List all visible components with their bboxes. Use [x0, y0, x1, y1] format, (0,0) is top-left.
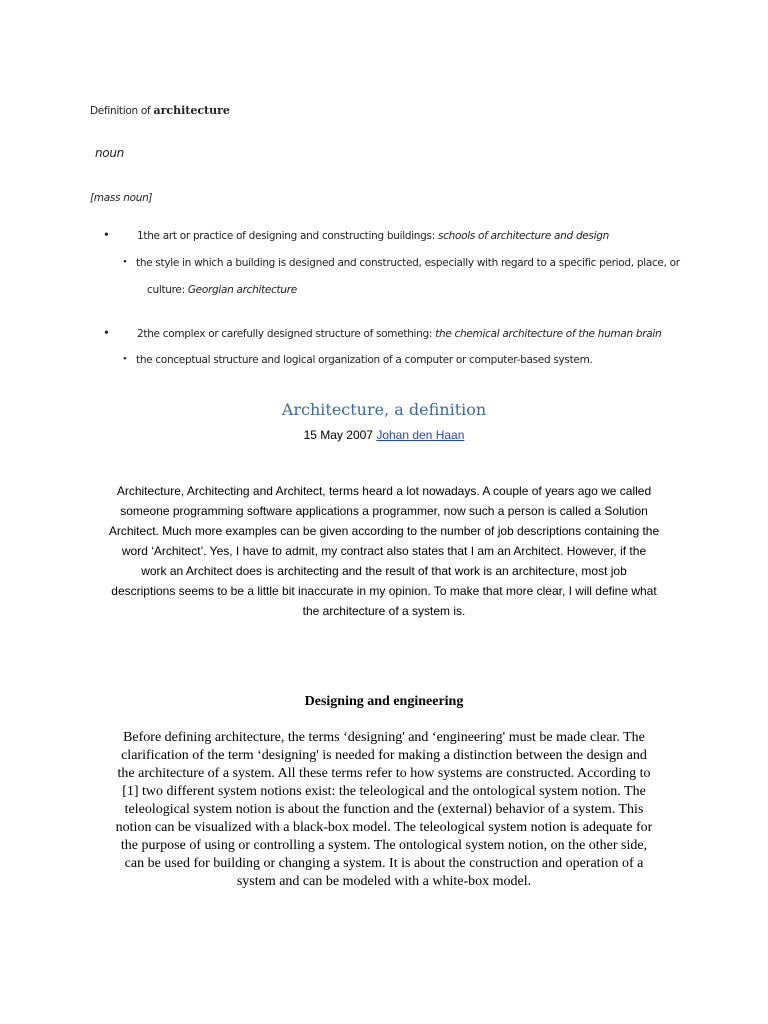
sense-2-sub: the conceptual structure and logical organization of a computer or computer-based system.: [136, 354, 593, 366]
section-paragraph: [86, 729, 682, 891]
paragraph-line: word ‘Architect’. Yes, I have to admit, my contract also states that I am an Architect. However, if the: [121, 544, 647, 558]
definition-title: [90, 104, 230, 117]
author-link[interactable]: Johan den Haan: [376, 428, 465, 442]
paragraph-line: teleological system notion is about the function and the (external) behavior of a system. This: [124, 802, 644, 817]
paragraph-line: system and can be modeled with a white-box model.: [236, 874, 532, 889]
bullet-sense-2: •: [104, 326, 109, 341]
definition-headword: architecture: [153, 104, 230, 117]
paragraph-line: [1] two different system notions exist: the teleological and the ontological system notion. The: [122, 784, 646, 799]
paragraph-line: work an Architect does is architecting and the result of that work is an architecture, most job: [141, 564, 627, 578]
sense-2-example: the chemical architecture of the human brain: [435, 328, 662, 340]
paragraph-line: the architecture of a system. All these terms refer to how systems are constructed. According to: [117, 766, 651, 781]
sense-1-sub-example: Georgian architecture: [187, 284, 297, 296]
paragraph-line: can be used for building or changing a system. It is about the construction and operation of a: [124, 856, 644, 871]
bullet-sense-1: •: [104, 228, 109, 243]
section-heading: Designing and engineering: [304, 694, 464, 709]
paragraph-line: Before defining architecture, the terms ‘designing' and ‘engineering' must be made clear. The: [123, 730, 645, 745]
sense-2: [137, 328, 661, 340]
sense-2-text: the complex or carefully designed structure of something:: [143, 328, 436, 340]
bullet-sense-1-sub: •: [123, 256, 127, 268]
article-byline: [0, 428, 768, 442]
definition-title-prefix: Definition of: [90, 105, 154, 117]
paragraph-line: clarification of the term ‘designing' is needed for making a distinction between the design and: [121, 748, 647, 763]
paragraph-line: the architecture of a system is.: [302, 604, 466, 618]
paragraph-line: Architect. Much more examples can be given according to the number of job descriptions containing the: [108, 524, 660, 538]
part-of-speech: noun: [95, 146, 124, 160]
article-date: 15 May 2007: [303, 428, 373, 442]
bullet-sense-2-sub: •: [123, 353, 127, 365]
sense-1-text: the art or practice of designing and constructing buildings:: [143, 230, 438, 242]
sense-1: [137, 230, 609, 242]
sense-2-marker: 2: [137, 328, 144, 340]
paragraph-line: notion can be visualized with a black-box model. The teleological system notion is adequate for: [115, 820, 653, 835]
article-paragraph: [84, 481, 684, 621]
sense-1-marker: 1: [137, 230, 144, 242]
paragraph-line: the purpose of using or controlling a system. The ontological system notion, on the other side,: [120, 838, 648, 853]
paragraph-line: descriptions seems to be a little bit inaccurate in my opinion. To make that more clear, I will define what: [111, 584, 657, 598]
sense-1-example: schools of architecture and design: [437, 230, 609, 242]
sense-1-sub-line2: [147, 284, 297, 296]
paragraph-line: Architecture, Architecting and Architect, terms heard a lot nowadays. A couple of years ago we called: [116, 484, 652, 498]
sense-1-sub-prefix: culture:: [147, 284, 188, 296]
grammar-note: [mass noun]: [90, 192, 153, 204]
article-title: Architecture, a definition: [281, 400, 487, 419]
paragraph-line: someone programming software applications a programmer, now such a person is called a Solution: [120, 504, 648, 518]
sense-1-sub-line1: the style in which a building is designed and constructed, especially with regard to a specific period, place, or: [136, 257, 680, 269]
